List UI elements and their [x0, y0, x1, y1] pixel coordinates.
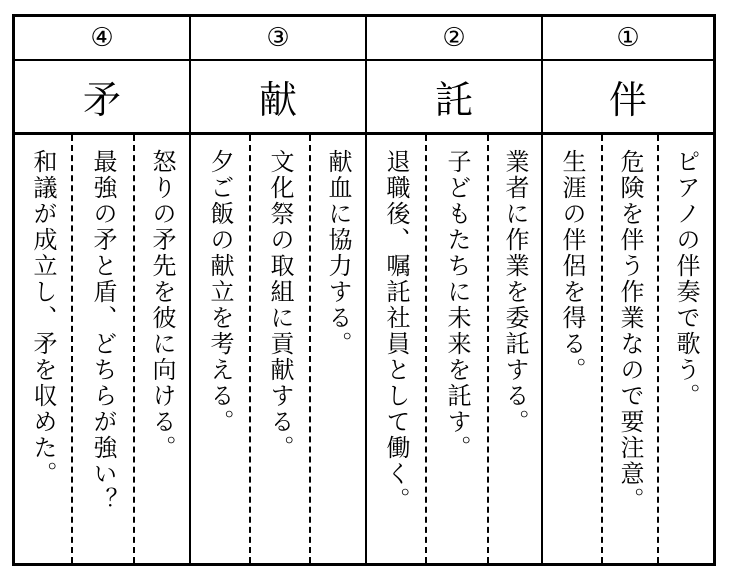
- column-3: [191, 17, 367, 563]
- example-sentence: 子どもたちに未来を託す。: [443, 149, 471, 461]
- kanji-heading: [367, 61, 541, 135]
- number-label: ①: [616, 23, 640, 53]
- example-sentence: 生涯の伴侶を得る。: [558, 149, 586, 383]
- example-sentence: 献血に協力する。: [324, 149, 352, 357]
- sentence-cell: [657, 135, 713, 563]
- sentence-cell: [71, 135, 133, 563]
- number-label: ④: [90, 23, 114, 53]
- kanji-worksheet: [12, 14, 716, 566]
- sentence-cell: [543, 135, 601, 563]
- example-sentence: ピアノの伴奏で歌う。: [672, 149, 700, 409]
- column-1: [543, 17, 713, 563]
- sentence-cell: [133, 135, 189, 563]
- column-number: [543, 17, 713, 61]
- sentence-cell: [487, 135, 541, 563]
- kanji-label: 託: [434, 78, 473, 122]
- kanji-label: 矛: [82, 78, 121, 122]
- example-sentence: 最強の矛と盾、どちらが強い？: [89, 149, 117, 513]
- column-number: [191, 17, 365, 61]
- sentence-cell: [191, 135, 249, 563]
- sentence-cell: [309, 135, 365, 563]
- column-4: [15, 17, 191, 563]
- example-sentence: 夕ご飯の献立を考える。: [206, 149, 234, 435]
- example-sentence: 退職後、嘱託社員として働く。: [382, 149, 410, 513]
- sentence-cell: [601, 135, 657, 563]
- sentence-cell: [425, 135, 487, 563]
- kanji-heading: [543, 61, 713, 135]
- example-sentence: 怒りの矛先を彼に向ける。: [148, 149, 176, 461]
- sentence-cell: [249, 135, 309, 563]
- example-sentence: 文化祭の取組に貢献する。: [266, 149, 294, 461]
- column-2: [367, 17, 543, 563]
- example-sentence: 業者に作業を委託する。: [501, 149, 529, 435]
- example-sentence: 和議が成立し、矛を収めた。: [29, 149, 57, 487]
- example-sentences: [543, 135, 713, 563]
- number-label: ③: [266, 23, 290, 53]
- number-label: ②: [442, 23, 466, 53]
- kanji-heading: [191, 61, 365, 135]
- column-number: [367, 17, 541, 61]
- column-number: [15, 17, 189, 61]
- example-sentence: 危険を伴う作業なので要注意。: [616, 149, 644, 513]
- kanji-label: 伴: [608, 78, 647, 122]
- sentence-cell: [367, 135, 425, 563]
- kanji-heading: [15, 61, 189, 135]
- example-sentences: [367, 135, 541, 563]
- sentence-cell: [15, 135, 71, 563]
- example-sentences: [191, 135, 365, 563]
- example-sentences: [15, 135, 189, 563]
- kanji-label: 献: [258, 78, 297, 122]
